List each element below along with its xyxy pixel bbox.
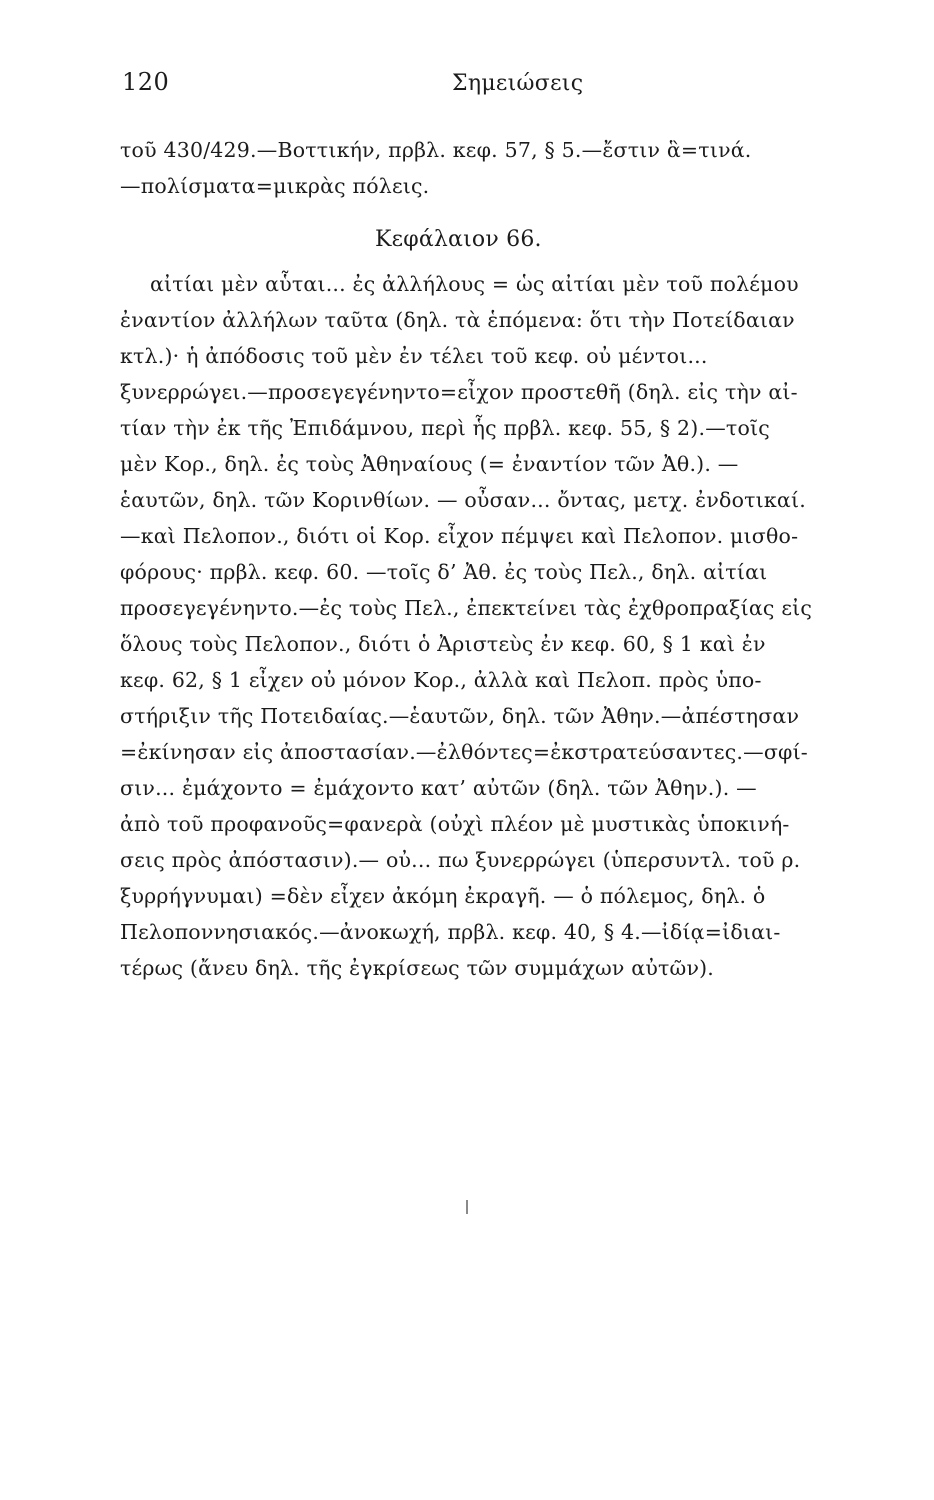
text-line: Πελοποννησιακός.—ἀνοκωχή, πρβλ. κεφ. 40, § 4.—ἰδίᾳ=ἰδιαι- xyxy=(120,920,781,944)
text-line: κεφ. 62, § 1 εἶχεν οὐ μόνον Κορ., ἀλλὰ καὶ Πελοπ. πρὸς ὑπο- xyxy=(120,668,762,692)
text-line: ἑαυτῶν, δηλ. τῶν Κορινθίων. — οὖσαν... ὄντας, μετχ. ἐνδοτικαί. xyxy=(120,488,806,512)
text-line: ἀπὸ τοῦ προφανοῦς=φανερὰ (οὐχὶ πλέον μὲ μυστικὰς ὑποκινή- xyxy=(120,812,790,836)
text-line: —πολίσματα=μικρὰς πόλεις. xyxy=(120,174,430,198)
page-header xyxy=(122,68,844,108)
text-line: σιν... ἐμάχοντο = ἐμάχοντο κατ’ αὐτῶν (δηλ. τῶν Ἀθην.). — xyxy=(120,776,757,800)
text-line: αἰτίαι μὲν αὗται... ἐς ἀλλήλους = ὡς αἰτίαι μὲν τοῦ πολέμου xyxy=(150,272,799,296)
text-line: ὅλους τοὺς Πελοπον., διότι ὁ Ἀριστεὺς ἐν κεφ. 60, § 1 καὶ ἐν xyxy=(120,632,766,656)
text-line: φόρους· πρβλ. κεφ. 60. —τοῖς δ’ Ἀθ. ἐς τοὺς Πελ., δηλ. αἰτίαι xyxy=(120,560,768,584)
text-line: ἐναντίον ἀλλήλων ταῦτα (δηλ. τὰ ἑπόμενα: ὅτι τὴν Ποτείδαιαν xyxy=(120,308,795,332)
text-line: τέρως (ἄνευ δηλ. τῆς ἐγκρίσεως τῶν συμμάχων αὐτῶν). xyxy=(120,956,715,980)
text-line: =ἐκίνησαν εἰς ἀποστασίαν.—ἐλθόντες=ἐκστρατεύσαντες.—σφί- xyxy=(120,740,808,764)
text-line: σεις πρὸς ἀπόστασιν).— οὐ... πω ξυνερρώγει (ὑπερσυντλ. τοῦ ρ. xyxy=(120,848,801,872)
text-line: τίαν τὴν ἐκ τῆς Ἐπιδάμνου, περὶ ἧς πρβλ. κεφ. 55, § 2).—τοῖς xyxy=(120,416,770,440)
text-line: στήριξιν τῆς Ποτειδαίας.—ἑαυτῶν, δηλ. τῶν Ἀθην.—ἀπέστησαν xyxy=(120,704,800,728)
chapter-heading: Κεφάλαιον 66. xyxy=(375,227,542,252)
text-line: τοῦ 430/429.—Βοττικήν, πρβλ. κεφ. 57, § 5.—ἔστιν ἃ=τινά. xyxy=(120,138,752,162)
text-line: ξυρρήγνυμαι) =δὲν εἶχεν ἀκόμη ἐκραγῆ. — ὁ πόλεμος, δηλ. ὁ xyxy=(120,884,766,908)
text-line: ξυνερρώγει.—προσεγεγένηντο=εἶχον προστεθῆ (δηλ. εἰς τὴν αἰ- xyxy=(120,380,798,404)
running-head: Σημειώσεις xyxy=(452,71,584,96)
text-line: μὲν Κορ., δηλ. ἐς τοὺς Ἀθηναίους (= ἐναντίον τῶν Ἀθ.). — xyxy=(120,452,739,476)
end-mark xyxy=(466,1200,468,1214)
text-line: κτλ.)· ἡ ἀπόδοσις τοῦ μὲν ἐν τέλει τοῦ κεφ. οὐ μέντοι... xyxy=(120,344,708,368)
notes-text xyxy=(120,132,850,986)
page-number: 120 xyxy=(122,68,170,96)
text-line: —καὶ Πελοπον., διότι οἱ Κορ. εἶχον πέμψει καὶ Πελοπον. μισθο- xyxy=(120,524,799,548)
text-line: προσεγεγένηντο.—ἐς τοὺς Πελ., ἐπεκτείνει τὰς ἐχθροπραξίας εἰς xyxy=(120,596,813,620)
